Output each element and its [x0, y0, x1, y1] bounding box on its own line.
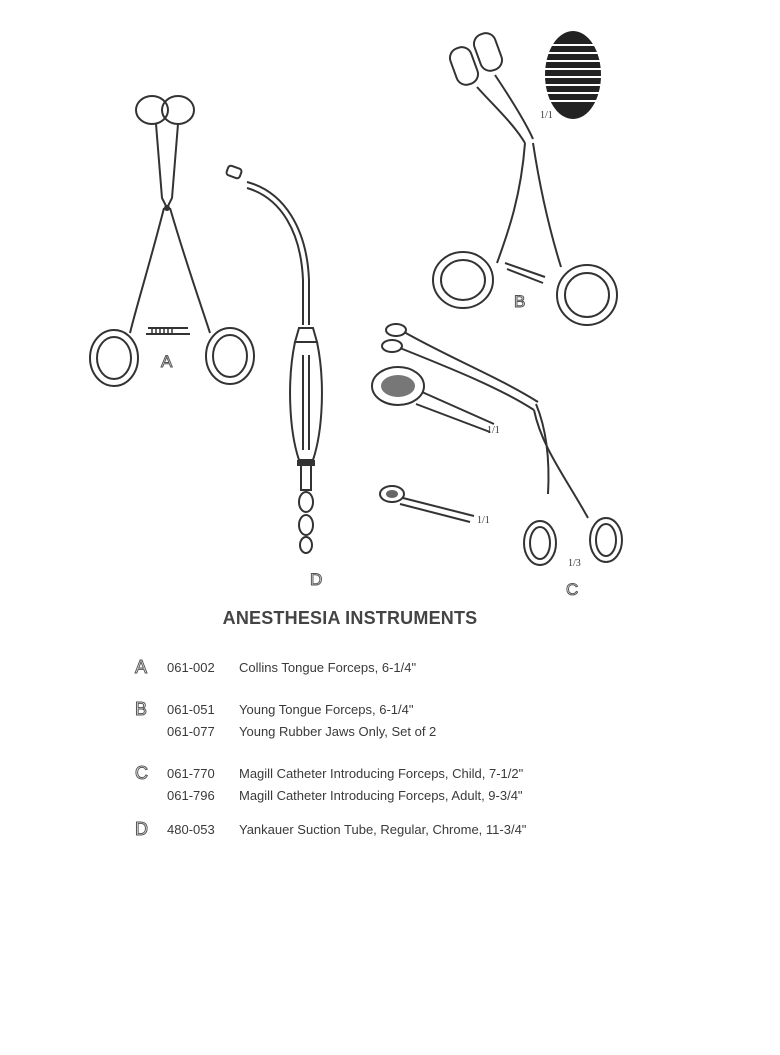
scale-mark-c-tip-large: 1/1 [487, 425, 500, 436]
label-d: D [310, 570, 323, 589]
catalog-row-code: 061-077 [167, 724, 215, 739]
label-c: C [566, 580, 579, 599]
catalog-row-description: Young Tongue Forceps, 6-1/4" [239, 702, 414, 717]
catalog-row [0, 819, 780, 842]
catalog-row-description: Yankauer Suction Tube, Regular, Chrome, 11-3/4" [239, 822, 527, 837]
label-b: B [514, 292, 526, 311]
young-tongue-forceps-illustration [425, 25, 630, 330]
catalog-row-code: 061-770 [167, 766, 215, 781]
catalog-row [0, 788, 780, 808]
scale-mark-c-overall: 1/3 [568, 558, 581, 569]
page-title: ANESTHESIA INSTRUMENTS [222, 608, 478, 628]
catalog-row [0, 763, 780, 786]
catalog-row-description: Magill Catheter Introducing Forceps, Adult, 9-3/4" [239, 788, 523, 803]
yankauer-suction-tube-illustration [215, 160, 340, 565]
catalog-row-description: Collins Tongue Forceps, 6-1/4" [239, 660, 417, 675]
catalog-row-letter: A [135, 657, 148, 677]
scale-mark-b-jaw: 1/1 [540, 110, 553, 121]
catalog-row-letter: B [135, 699, 148, 719]
catalog-row-code: 480-053 [167, 822, 215, 837]
catalog-row-code: 061-796 [167, 788, 215, 803]
label-a: A [161, 352, 173, 371]
catalog-row [0, 657, 780, 680]
scale-mark-c-tip-small: 1/1 [477, 515, 490, 526]
catalog-row-code: 061-002 [167, 660, 215, 675]
catalog-row-description: Young Rubber Jaws Only, Set of 2 [239, 724, 437, 739]
catalog-row-letter: C [135, 763, 148, 783]
catalog-row-letter: D [135, 819, 148, 839]
magill-forceps-illustration [370, 318, 630, 580]
catalog-row [0, 724, 780, 744]
catalog-row-code: 061-051 [167, 702, 215, 717]
catalog-row-description: Magill Catheter Introducing Forceps, Child, 7-1/2" [239, 766, 524, 781]
catalog-row [0, 699, 780, 722]
